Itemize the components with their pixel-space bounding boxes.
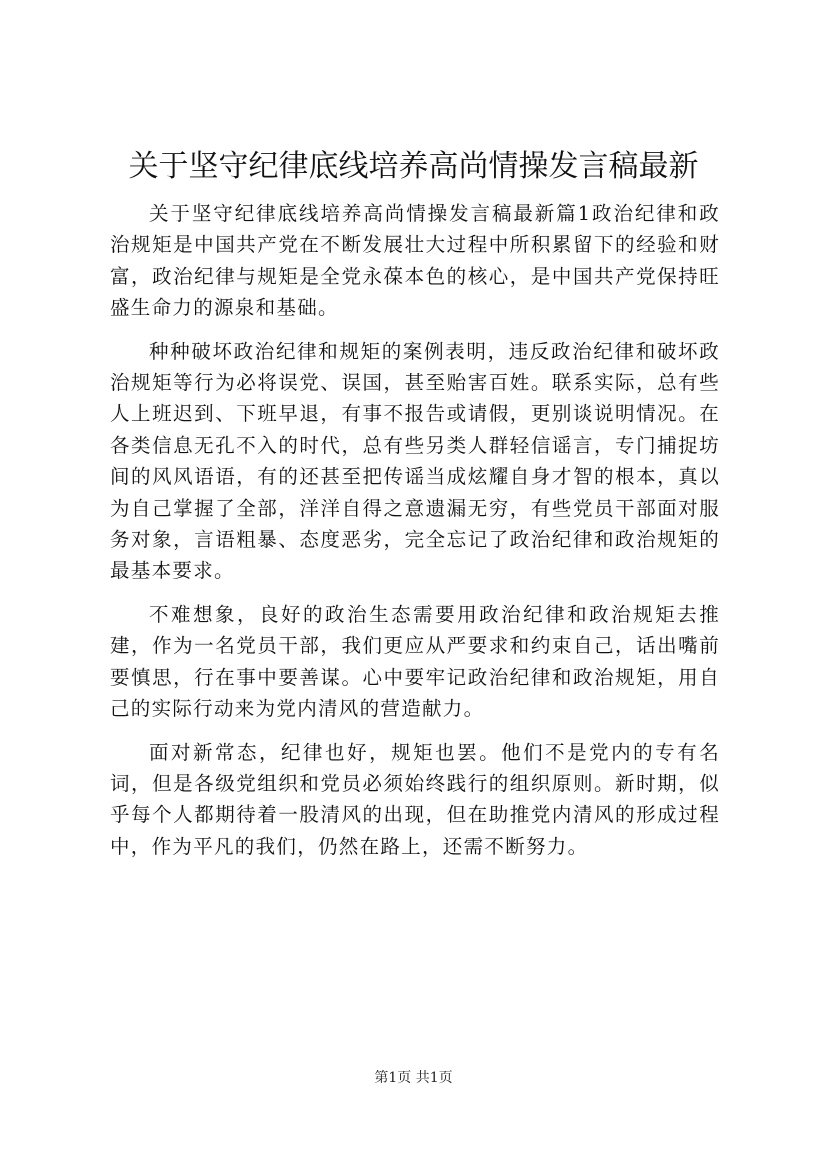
paragraph-3: 不难想象，良好的政治生态需要用政治纪律和政治规矩去推建，作为一名党员干部，我们更应从严要求和约束自己，话出嘴前要慎思，行在事中要善谋。心中要牢记政治纪律和政治规矩，用自己的实际行动来为党内清风的营造献力。	[110, 602, 720, 721]
paragraph-4: 面对新常态，纪律也好，规矩也罢。他们不是党内的专有名词，但是各级党组织和党员必须始终践行的组织原则。新时期，似乎每个人都期待着一股清风的出现，但在助推党内清风的形成过程中，作为平凡的我们，仍然在路上，还需不断努力。	[110, 740, 720, 858]
document-body	[110, 198, 720, 874]
paragraph-1: 关于坚守纪律底线培养高尚情操发言稿最新篇1政治纪律和政治规矩是中国共产党在不断发展壮大过程中所积累留下的经验和财富，政治纪律与规矩是全党永葆本色的核心，是中国共产党保持旺盛生命力的源泉和基础。	[110, 202, 720, 320]
paragraph-2: 种种破坏政治纪律和规矩的案例表明，违反政治纪律和破坏政治规矩等行为必将误党、误国，甚至贻害百姓。联系实际，总有些人上班迟到、下班早退，有事不报告或请假，更别谈说明情况。在各类信息无孔不入的时代，总有些另类人群轻信谣言，专门捕捉坊间的风风语语，有的还甚至把传谣当成炫耀自身才智的根本，真以为自己掌握了全部，洋洋自得之意遗漏无穷，有些党员干部面对服务对象，言语粗暴、态度恶劣，完全忘记了政治纪律和政治规矩的最基本要求。	[110, 339, 720, 583]
document-title: 关于坚守纪律底线培养高尚情操发言稿最新	[128, 149, 699, 184]
page-number-footer: 第1页 共1页	[374, 1070, 453, 1086]
